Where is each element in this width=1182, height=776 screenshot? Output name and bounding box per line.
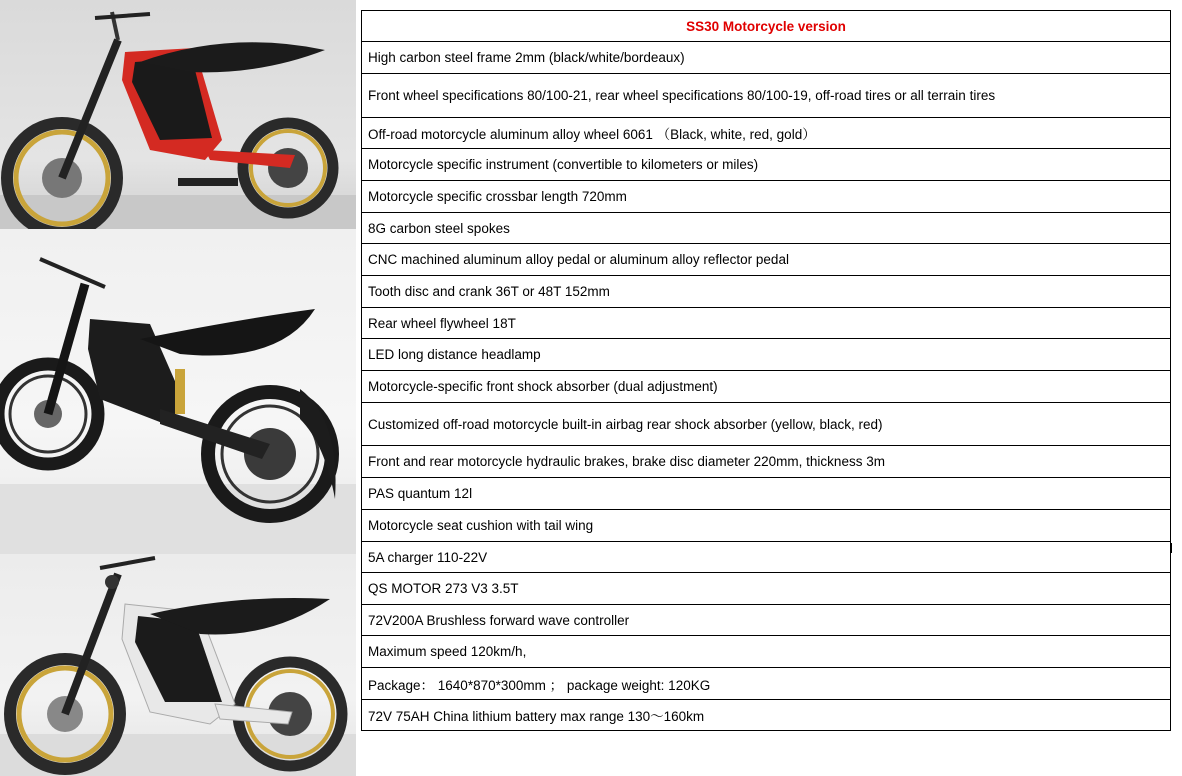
spec-row: Motorcycle-specific front shock absorber (dual adjustment) — [362, 371, 1171, 403]
spec-row: Tooth disc and crank 36T or 48T 152mm — [362, 276, 1171, 308]
product-photos — [0, 0, 356, 776]
spec-row: Package： 1640*870*300mm ； package weight: 120KG — [362, 668, 1171, 700]
spec-row: 5A charger 110-22V — [362, 542, 1171, 573]
spec-row: PAS quantum 12l — [362, 478, 1171, 510]
spec-row: Motorcycle specific instrument (convertible to kilometers or miles) — [362, 149, 1171, 181]
spec-row: Motorcycle specific crossbar length 720mm — [362, 181, 1171, 213]
black-motorcycle-photo — [0, 229, 356, 554]
spec-row: High carbon steel frame 2mm (black/white/bordeaux) — [362, 42, 1171, 74]
spec-row: Front wheel specifications 80/100-21, rear wheel specifications 80/100-19, off-road tires or all terrain tires — [362, 74, 1171, 118]
spec-row: 8G carbon steel spokes — [362, 213, 1171, 244]
red-motorcycle-photo — [0, 0, 356, 229]
spec-row: Off-road motorcycle aluminum alloy wheel 6061 （Black, white, red, gold） — [362, 118, 1171, 149]
spec-table — [361, 10, 1171, 731]
spec-row: QS MOTOR 273 V3 3.5T — [362, 573, 1171, 605]
spec-row: 72V 75AH China lithium battery max range 130～160km — [362, 700, 1171, 731]
spec-row: 72V200A Brushless forward wave controller — [362, 605, 1171, 636]
spec-row: Customized off-road motorcycle built-in airbag rear shock absorber (yellow, black, red) — [362, 403, 1171, 446]
spec-row: LED long distance headlamp — [362, 339, 1171, 371]
spec-row: Maximum speed 120km/h, — [362, 636, 1171, 668]
spec-table-title: SS30 Motorcycle version — [362, 11, 1171, 42]
spec-row: Front and rear motorcycle hydraulic brakes, brake disc diameter 220mm, thickness 3m — [362, 446, 1171, 478]
spec-row: Motorcycle seat cushion with tail wing — [362, 510, 1171, 542]
white-motorcycle-photo — [0, 554, 356, 776]
table-edge-mark — [1170, 543, 1172, 553]
spec-row: CNC machined aluminum alloy pedal or aluminum alloy reflector pedal — [362, 244, 1171, 276]
spec-row: Rear wheel flywheel 18T — [362, 308, 1171, 339]
